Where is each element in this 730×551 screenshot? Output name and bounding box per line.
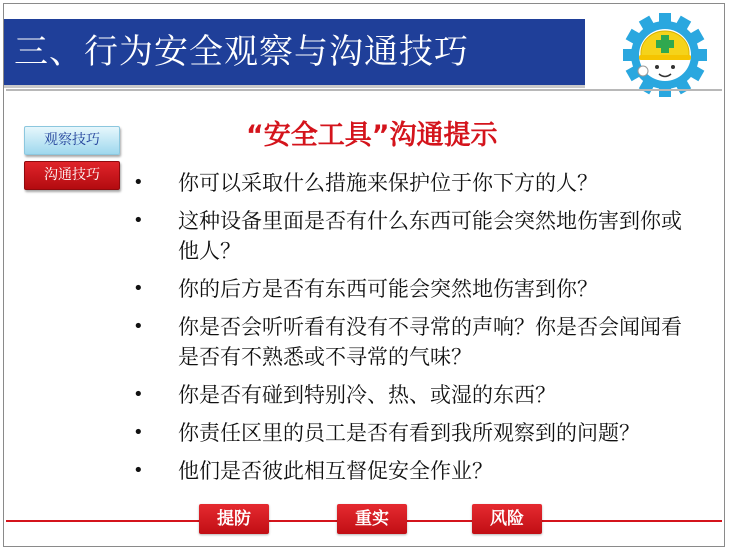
list-item <box>127 168 697 198</box>
communication-skills-button[interactable]: 沟通技巧 <box>24 161 120 190</box>
bullet-dot: • <box>133 316 144 337</box>
bullet-dot: • <box>133 210 144 231</box>
list-item <box>127 456 697 486</box>
list-item <box>127 312 697 372</box>
bullet-dot: • <box>133 384 144 405</box>
safety-helmet-mascot-icon <box>616 12 714 98</box>
list-item-text: 他们是否彼此相互督促安全作业？ <box>178 459 493 483</box>
tips-list <box>127 168 697 494</box>
tag-beware[interactable]: 提防 <box>199 504 269 534</box>
list-item <box>127 380 697 410</box>
list-item-text: 你可以采取什么措施来保护位于你下方的人？ <box>178 171 598 195</box>
list-item <box>127 206 697 266</box>
header-divider <box>6 89 722 91</box>
bullet-dot: • <box>133 460 144 481</box>
tag-emphasis[interactable]: 重实 <box>337 504 407 534</box>
bullet-dot: • <box>133 278 144 299</box>
title-bar <box>4 19 585 88</box>
list-item-text: 你的后方是否有东西可能会突然地伤害到你？ <box>178 277 598 301</box>
list-item-text: 你是否会听听看有没有不寻常的声响？你是否会闻闻看是否有不熟悉或不寻常的气味？ <box>178 315 682 369</box>
page-title: 三、行为安全观察与沟通技巧 <box>14 32 469 72</box>
list-item-text: 你责任区里的员工是否有看到我所观察到的问题？ <box>178 421 640 445</box>
list-item-text: 这种设备里面是否有什么东西可能会突然地伤害到你或他人？ <box>178 209 682 263</box>
list-item <box>127 274 697 304</box>
section-subtitle: “安全工具”沟通提示 <box>246 120 498 151</box>
tag-risk[interactable]: 风险 <box>472 504 542 534</box>
list-item-text: 你是否有碰到特别冷、热、或湿的东西？ <box>178 383 556 407</box>
observe-skills-button[interactable]: 观察技巧 <box>24 126 120 155</box>
bullet-dot: • <box>133 422 144 443</box>
bullet-dot: • <box>133 172 144 193</box>
list-item <box>127 418 697 448</box>
